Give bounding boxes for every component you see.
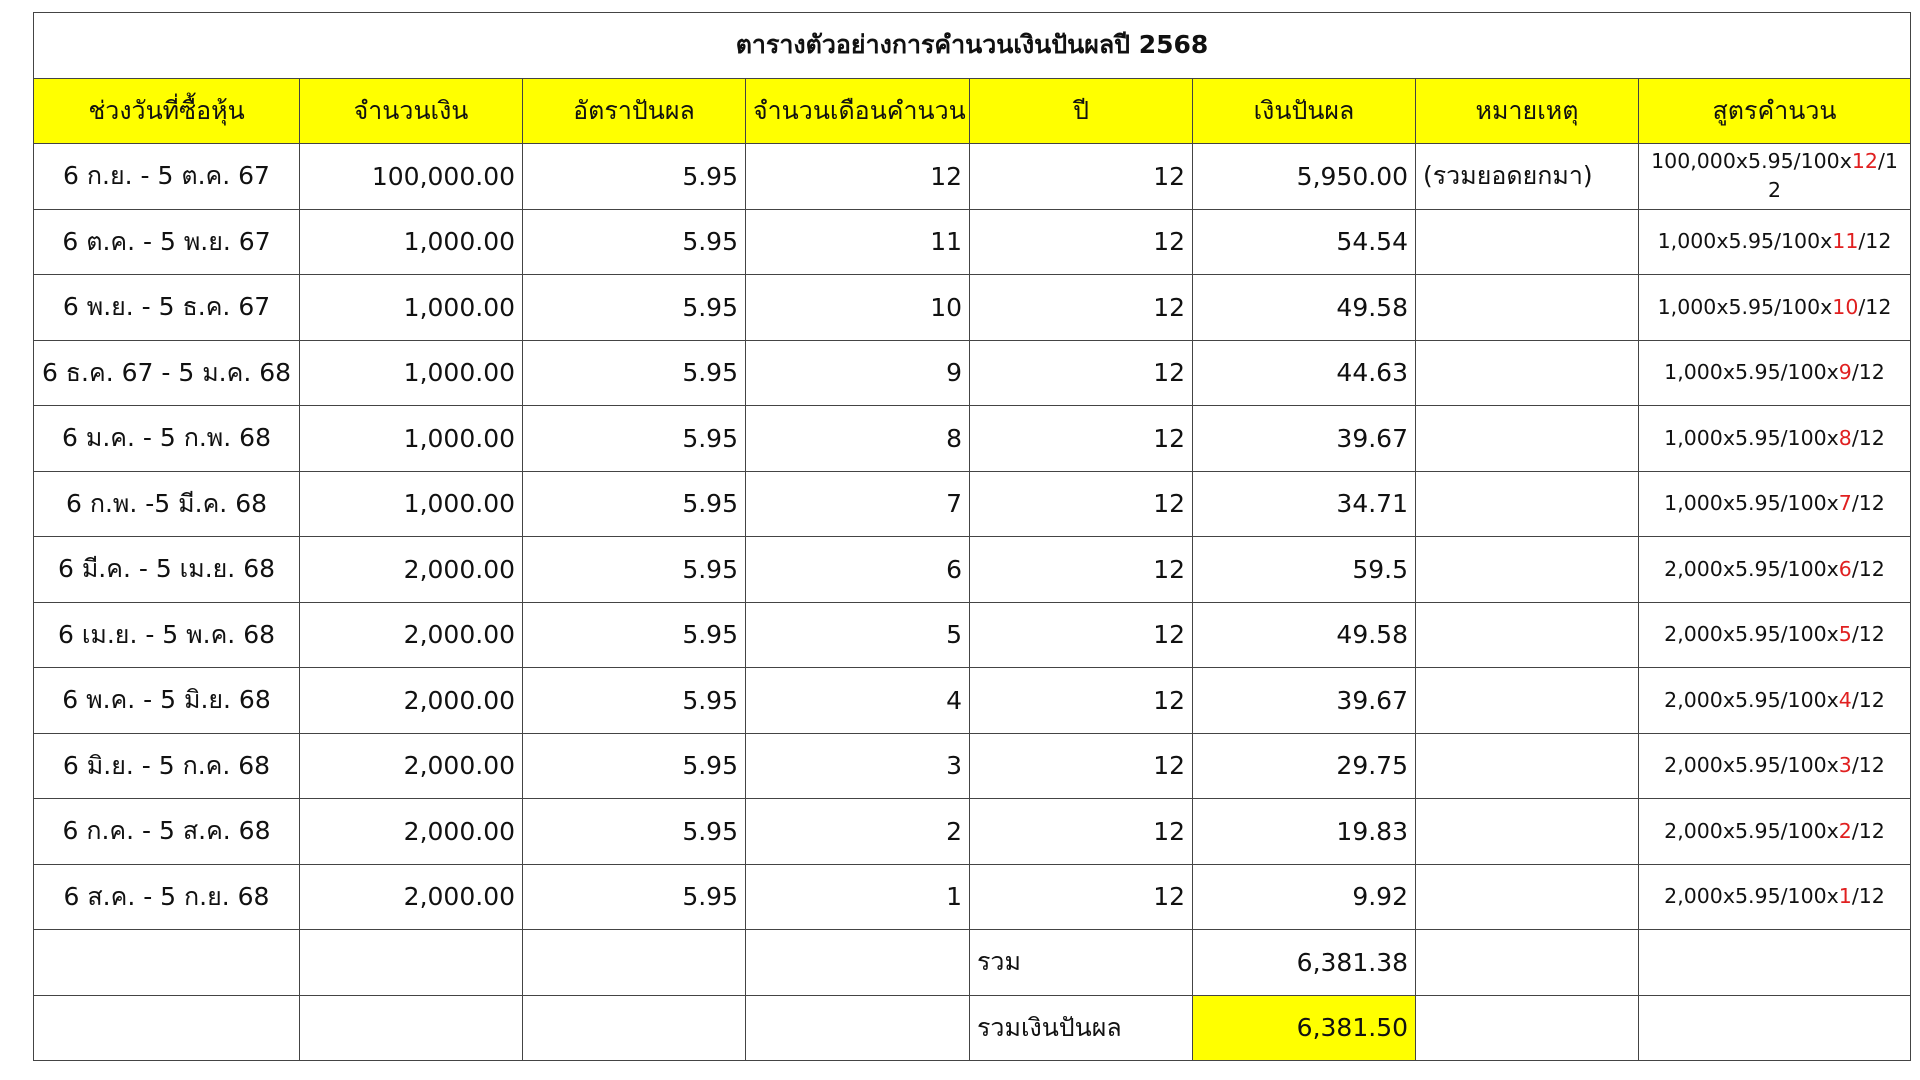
months-cell[interactable]: 4	[746, 668, 970, 734]
empty-cell[interactable]	[746, 995, 970, 1061]
empty-cell[interactable]	[34, 930, 300, 996]
dividend-cell[interactable]: 29.75	[1193, 733, 1416, 799]
empty-cell[interactable]	[523, 995, 746, 1061]
dividend-cell[interactable]: 9.92	[1193, 864, 1416, 930]
year-cell[interactable]: 12	[970, 209, 1193, 275]
formula-cell[interactable]	[1639, 537, 1911, 603]
formula-months: 10	[1832, 294, 1859, 319]
formula-cell[interactable]	[1639, 471, 1911, 537]
header-year[interactable]: ปี	[970, 78, 1193, 144]
note-cell[interactable]	[1416, 275, 1639, 341]
note-cell[interactable]	[1416, 209, 1639, 275]
rate-cell[interactable]: 5.95	[523, 537, 746, 603]
formula-prefix: 100,000x5.95/100x	[1651, 149, 1852, 174]
note-cell[interactable]	[1416, 864, 1639, 930]
formula-suffix: /12	[1767, 149, 1898, 203]
table-row	[34, 602, 1911, 668]
formula-months: 7	[1838, 491, 1852, 516]
dividend-cell[interactable]: 49.58	[1193, 602, 1416, 668]
formula-cell[interactable]	[1639, 275, 1911, 341]
header-period[interactable]: ช่วงวันที่ซื้อหุ้น	[34, 78, 300, 144]
year-cell[interactable]: 12	[970, 733, 1193, 799]
formula-prefix: 2,000x5.95/100x	[1664, 622, 1839, 647]
dividend-cell[interactable]: 39.67	[1193, 668, 1416, 734]
formula-suffix: /12	[1858, 229, 1892, 254]
header-row	[34, 78, 1911, 144]
table-title[interactable]: ตารางตัวอย่างการคำนวนเงินปันผลปี 2568	[34, 13, 1911, 79]
months-cell[interactable]: 3	[746, 733, 970, 799]
table-row	[34, 799, 1911, 865]
header-dividend[interactable]: เงินปันผล	[1193, 78, 1416, 144]
rate-cell[interactable]: 5.95	[523, 471, 746, 537]
table-row	[34, 864, 1911, 930]
formula-months: 8	[1838, 425, 1852, 450]
formula-cell[interactable]	[1639, 668, 1911, 734]
rate-cell[interactable]: 5.95	[523, 602, 746, 668]
formula-suffix: /12	[1851, 491, 1885, 516]
table-row	[34, 340, 1911, 406]
formula-prefix: 2,000x5.95/100x	[1664, 753, 1839, 778]
amount-cell[interactable]: 2,000.00	[300, 668, 523, 734]
summary-value[interactable]: 6,381.38	[1193, 930, 1416, 996]
dividend-cell[interactable]: 39.67	[1193, 406, 1416, 472]
formula-cell[interactable]	[1639, 733, 1911, 799]
formula-suffix: /12	[1851, 687, 1885, 712]
formula-months: 1	[1838, 884, 1852, 909]
formula-cell[interactable]	[1639, 209, 1911, 275]
header-amount[interactable]: จำนวนเงิน	[300, 78, 523, 144]
summary-label[interactable]: รวมเงินปันผล	[970, 995, 1193, 1061]
table-row	[34, 406, 1911, 472]
period-cell[interactable]: 6 ก.พ. -5 มี.ค. 68	[34, 471, 300, 537]
rate-cell[interactable]: 5.95	[523, 733, 746, 799]
year-cell[interactable]: 12	[970, 144, 1193, 210]
formula-cell[interactable]	[1639, 602, 1911, 668]
dividend-cell[interactable]: 49.58	[1193, 275, 1416, 341]
formula-prefix: 1,000x5.95/100x	[1664, 360, 1839, 385]
empty-cell[interactable]	[1416, 995, 1639, 1061]
formula-prefix: 2,000x5.95/100x	[1664, 818, 1839, 843]
empty-cell[interactable]	[1416, 930, 1639, 996]
table-row	[34, 733, 1911, 799]
header-months[interactable]: จำนวนเดือนคำนวน	[746, 78, 970, 144]
year-cell[interactable]: 12	[970, 668, 1193, 734]
amount-cell[interactable]: 1,000.00	[300, 340, 523, 406]
empty-cell[interactable]	[1639, 930, 1911, 996]
formula-months: 9	[1838, 360, 1852, 385]
year-cell[interactable]: 12	[970, 602, 1193, 668]
formula-suffix: /12	[1851, 622, 1885, 647]
months-cell[interactable]: 7	[746, 471, 970, 537]
formula-months: 5	[1838, 622, 1852, 647]
formula-months: 2	[1838, 818, 1852, 843]
note-cell[interactable]	[1416, 799, 1639, 865]
period-cell[interactable]: 6 พ.ย. - 5 ธ.ค. 67	[34, 275, 300, 341]
amount-cell[interactable]: 1,000.00	[300, 209, 523, 275]
period-cell[interactable]: 6 ต.ค. - 5 พ.ย. 67	[34, 209, 300, 275]
rate-cell[interactable]: 5.95	[523, 406, 746, 472]
period-cell[interactable]: 6 ส.ค. - 5 ก.ย. 68	[34, 864, 300, 930]
amount-cell[interactable]: 1,000.00	[300, 471, 523, 537]
dividend-cell[interactable]: 34.71	[1193, 471, 1416, 537]
header-note[interactable]: หมายเหตุ	[1416, 78, 1639, 144]
formula-prefix: 1,000x5.95/100x	[1657, 294, 1833, 319]
dividend-cell[interactable]: 59.5	[1193, 537, 1416, 603]
period-cell[interactable]: 6 เม.ย. - 5 พ.ค. 68	[34, 602, 300, 668]
rate-cell[interactable]: 5.95	[523, 864, 746, 930]
year-cell[interactable]: 12	[970, 537, 1193, 603]
dividend-cell[interactable]: 19.83	[1193, 799, 1416, 865]
year-cell[interactable]: 12	[970, 471, 1193, 537]
formula-cell[interactable]	[1639, 406, 1911, 472]
amount-cell[interactable]: 1,000.00	[300, 275, 523, 341]
period-cell[interactable]: 6 พ.ค. - 5 มิ.ย. 68	[34, 668, 300, 734]
dividend-cell[interactable]: 44.63	[1193, 340, 1416, 406]
note-cell[interactable]	[1416, 406, 1639, 472]
note-cell[interactable]: (รวมยอดยกมา)	[1416, 144, 1639, 210]
amount-cell[interactable]: 2,000.00	[300, 799, 523, 865]
formula-cell[interactable]	[1639, 340, 1911, 406]
summary-label[interactable]: รวม	[970, 930, 1193, 996]
period-cell[interactable]: 6 ก.ค. - 5 ส.ค. 68	[34, 799, 300, 865]
formula-suffix: /12	[1851, 818, 1885, 843]
formula-cell[interactable]	[1639, 864, 1911, 930]
months-cell[interactable]: 11	[746, 209, 970, 275]
formula-months: 4	[1838, 687, 1852, 712]
header-formula[interactable]: สูตรคำนวน	[1639, 78, 1911, 144]
empty-cell[interactable]	[300, 995, 523, 1061]
amount-cell[interactable]: 100,000.00	[300, 144, 523, 210]
dividend-table	[33, 12, 1911, 1061]
formula-months: 11	[1832, 229, 1859, 254]
months-cell[interactable]: 1	[746, 864, 970, 930]
empty-cell[interactable]	[523, 930, 746, 996]
table-row	[34, 275, 1911, 341]
summary-row	[34, 995, 1911, 1061]
formula-suffix: /12	[1851, 556, 1885, 581]
table-row	[34, 471, 1911, 537]
dividend-cell[interactable]: 5,950.00	[1193, 144, 1416, 210]
formula-prefix: 1,000x5.95/100x	[1657, 229, 1833, 254]
formula-prefix: 1,000x5.95/100x	[1664, 491, 1839, 516]
note-cell[interactable]	[1416, 733, 1639, 799]
year-cell[interactable]: 12	[970, 864, 1193, 930]
rate-cell[interactable]: 5.95	[523, 144, 746, 210]
formula-months: 3	[1838, 753, 1852, 778]
header-rate[interactable]: อัตราปันผล	[523, 78, 746, 144]
empty-cell[interactable]	[34, 995, 300, 1061]
period-cell[interactable]: 6 ม.ค. - 5 ก.พ. 68	[34, 406, 300, 472]
rate-cell[interactable]: 5.95	[523, 275, 746, 341]
formula-suffix: /12	[1858, 294, 1892, 319]
rate-cell[interactable]: 5.95	[523, 668, 746, 734]
note-cell[interactable]	[1416, 602, 1639, 668]
formula-months: 6	[1838, 556, 1852, 581]
formula-prefix: 2,000x5.95/100x	[1664, 687, 1839, 712]
formula-suffix: /12	[1851, 753, 1885, 778]
months-cell[interactable]: 8	[746, 406, 970, 472]
amount-cell[interactable]: 2,000.00	[300, 537, 523, 603]
note-cell[interactable]	[1416, 537, 1639, 603]
table-row	[34, 668, 1911, 734]
amount-cell[interactable]: 2,000.00	[300, 864, 523, 930]
amount-cell[interactable]: 1,000.00	[300, 406, 523, 472]
note-cell[interactable]	[1416, 340, 1639, 406]
summary-row	[34, 930, 1911, 996]
formula-suffix: /12	[1851, 884, 1885, 909]
summary-value[interactable]: 6,381.50	[1193, 995, 1416, 1061]
year-cell[interactable]: 12	[970, 406, 1193, 472]
dividend-cell[interactable]: 54.54	[1193, 209, 1416, 275]
empty-cell[interactable]	[746, 930, 970, 996]
rate-cell[interactable]: 5.95	[523, 209, 746, 275]
year-cell[interactable]: 12	[970, 340, 1193, 406]
note-cell[interactable]	[1416, 471, 1639, 537]
period-cell[interactable]: 6 ธ.ค. 67 - 5 ม.ค. 68	[34, 340, 300, 406]
table-row	[34, 144, 1911, 210]
months-cell[interactable]: 2	[746, 799, 970, 865]
rate-cell[interactable]: 5.95	[523, 340, 746, 406]
months-cell[interactable]: 12	[746, 144, 970, 210]
table-row	[34, 537, 1911, 603]
year-cell[interactable]: 12	[970, 275, 1193, 341]
formula-prefix: 2,000x5.95/100x	[1664, 884, 1839, 909]
months-cell[interactable]: 10	[746, 275, 970, 341]
rate-cell[interactable]: 5.95	[523, 799, 746, 865]
formula-suffix: /12	[1851, 425, 1885, 450]
empty-cell[interactable]	[300, 930, 523, 996]
formula-prefix: 1,000x5.95/100x	[1664, 425, 1839, 450]
amount-cell[interactable]: 2,000.00	[300, 733, 523, 799]
formula-months: 12	[1851, 149, 1878, 174]
amount-cell[interactable]: 2,000.00	[300, 602, 523, 668]
formula-prefix: 2,000x5.95/100x	[1664, 556, 1839, 581]
months-cell[interactable]: 6	[746, 537, 970, 603]
formula-cell[interactable]	[1639, 799, 1911, 865]
year-cell[interactable]: 12	[970, 799, 1193, 865]
formula-cell[interactable]	[1639, 144, 1911, 210]
note-cell[interactable]	[1416, 668, 1639, 734]
months-cell[interactable]: 5	[746, 602, 970, 668]
months-cell[interactable]: 9	[746, 340, 970, 406]
period-cell[interactable]: 6 มิ.ย. - 5 ก.ค. 68	[34, 733, 300, 799]
period-cell[interactable]: 6 ก.ย. - 5 ต.ค. 67	[34, 144, 300, 210]
empty-cell[interactable]	[1639, 995, 1911, 1061]
table-row	[34, 209, 1911, 275]
formula-suffix: /12	[1851, 360, 1885, 385]
period-cell[interactable]: 6 มี.ค. - 5 เม.ย. 68	[34, 537, 300, 603]
